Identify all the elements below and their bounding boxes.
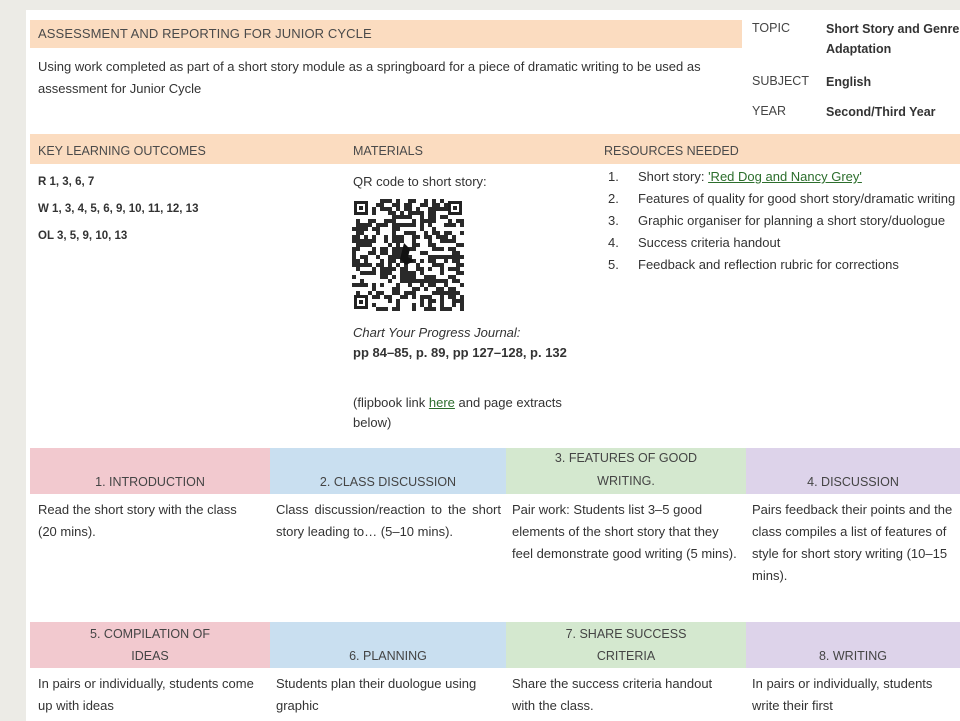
journal-pages: pp 84–85, p. 89, pp 127–128, p. 132 (353, 345, 567, 360)
resource-text: Success criteria handout (638, 235, 781, 250)
resources-heading: RESOURCES NEEDED (604, 144, 739, 158)
step-6-body: Students plan their duologue using graphic (276, 676, 477, 713)
flipbook-prefix: (flipbook link (353, 395, 429, 410)
step-2-heading: 2. CLASS DISCUSSION (270, 448, 506, 494)
lesson-plan-page (26, 10, 960, 721)
resource-item (604, 166, 960, 188)
step-5-heading: 5. COMPILATION OF IDEAS (30, 622, 270, 668)
step-7-heading: 7. SHARE SUCCESS CRITERIA (506, 622, 746, 668)
outcome-oral: OL 3, 5, 9, 10, 13 (38, 230, 128, 242)
step-3-heading: 3. FEATURES OF GOOD WRITING. (506, 448, 746, 494)
year-value: Second/Third Year (826, 105, 936, 119)
step-6-heading: 6. PLANNING (270, 622, 506, 668)
resource-item (604, 188, 960, 210)
subject-value: English (826, 75, 872, 89)
journal-title: Chart Your Progress Journal: (353, 325, 521, 340)
resource-number: 3. (608, 213, 619, 228)
subject-label: SUBJECT (752, 74, 809, 88)
outcome-writing: W 1, 3, 4, 5, 6, 9, 10, 11, 12, 13 (38, 203, 199, 215)
topic-label: TOPIC (752, 21, 790, 35)
step-1-body: Read the short story with the class (20 mins). (38, 502, 237, 539)
step-4-body: Pairs feedback their points and the class compiles a list of features of style for short story writing (10–15 mins). (752, 502, 953, 583)
materials-heading: MATERIALS (353, 144, 423, 158)
resource-item (604, 254, 960, 276)
step-7-body: Share the success criteria handout with the class. (512, 676, 713, 713)
resource-text: Feedback and reflection rubric for corrections (638, 257, 899, 272)
resources-list (604, 166, 960, 276)
step-8-body: In pairs or individually, students write their first (752, 676, 933, 713)
resource-item (604, 232, 960, 254)
flipbook-suffix: and page extracts below) (353, 395, 562, 430)
topic-value: Short Story and Genre Adaptation (826, 22, 960, 56)
step-2-body: Class discussion/reaction to the short story leading to… (5–10 mins). (276, 502, 501, 539)
intro-text: Using work completed as part of a short story module as a springboard for a piece of dramatic writing to be used as assessment for Junior Cycle (38, 59, 701, 96)
resource-number: 2. (608, 191, 619, 206)
resource-item (604, 210, 960, 232)
resource-number: 5. (608, 257, 619, 272)
flipbook-note (353, 393, 593, 433)
flipbook-link[interactable]: here (428, 395, 455, 410)
step-4-heading: 4. DISCUSSION (746, 448, 960, 494)
resource-prefix: Short story: (638, 169, 709, 184)
resource-text: Features of quality for good short story/dramatic writing (638, 191, 956, 206)
step-1-heading: 1. INTRODUCTION (30, 448, 270, 494)
resource-text: Graphic organiser for planning a short story/duologue (638, 213, 946, 228)
resource-number: 4. (608, 235, 619, 250)
short-story-link[interactable]: 'Red Dog and Nancy Grey' (708, 169, 862, 184)
step-5-body: In pairs or individually, students come up with ideas (38, 676, 254, 713)
outcome-reading: R 1, 3, 6, 7 (38, 176, 95, 188)
outcomes-heading: KEY LEARNING OUTCOMES (38, 144, 206, 158)
year-label: YEAR (752, 104, 787, 118)
step-8-heading: 8. WRITING (746, 622, 960, 668)
step-3-body: Pair work: Students list 3–5 good elements of the short story that they feel demonstrate good writing (5 mins). (512, 502, 737, 561)
page-title: ASSESSMENT AND REPORTING FOR JUNIOR CYCLE (38, 26, 372, 41)
resource-number: 1. (608, 169, 619, 184)
qr-label: QR code to short story: (353, 174, 487, 189)
qr-code-icon[interactable] (352, 199, 464, 311)
